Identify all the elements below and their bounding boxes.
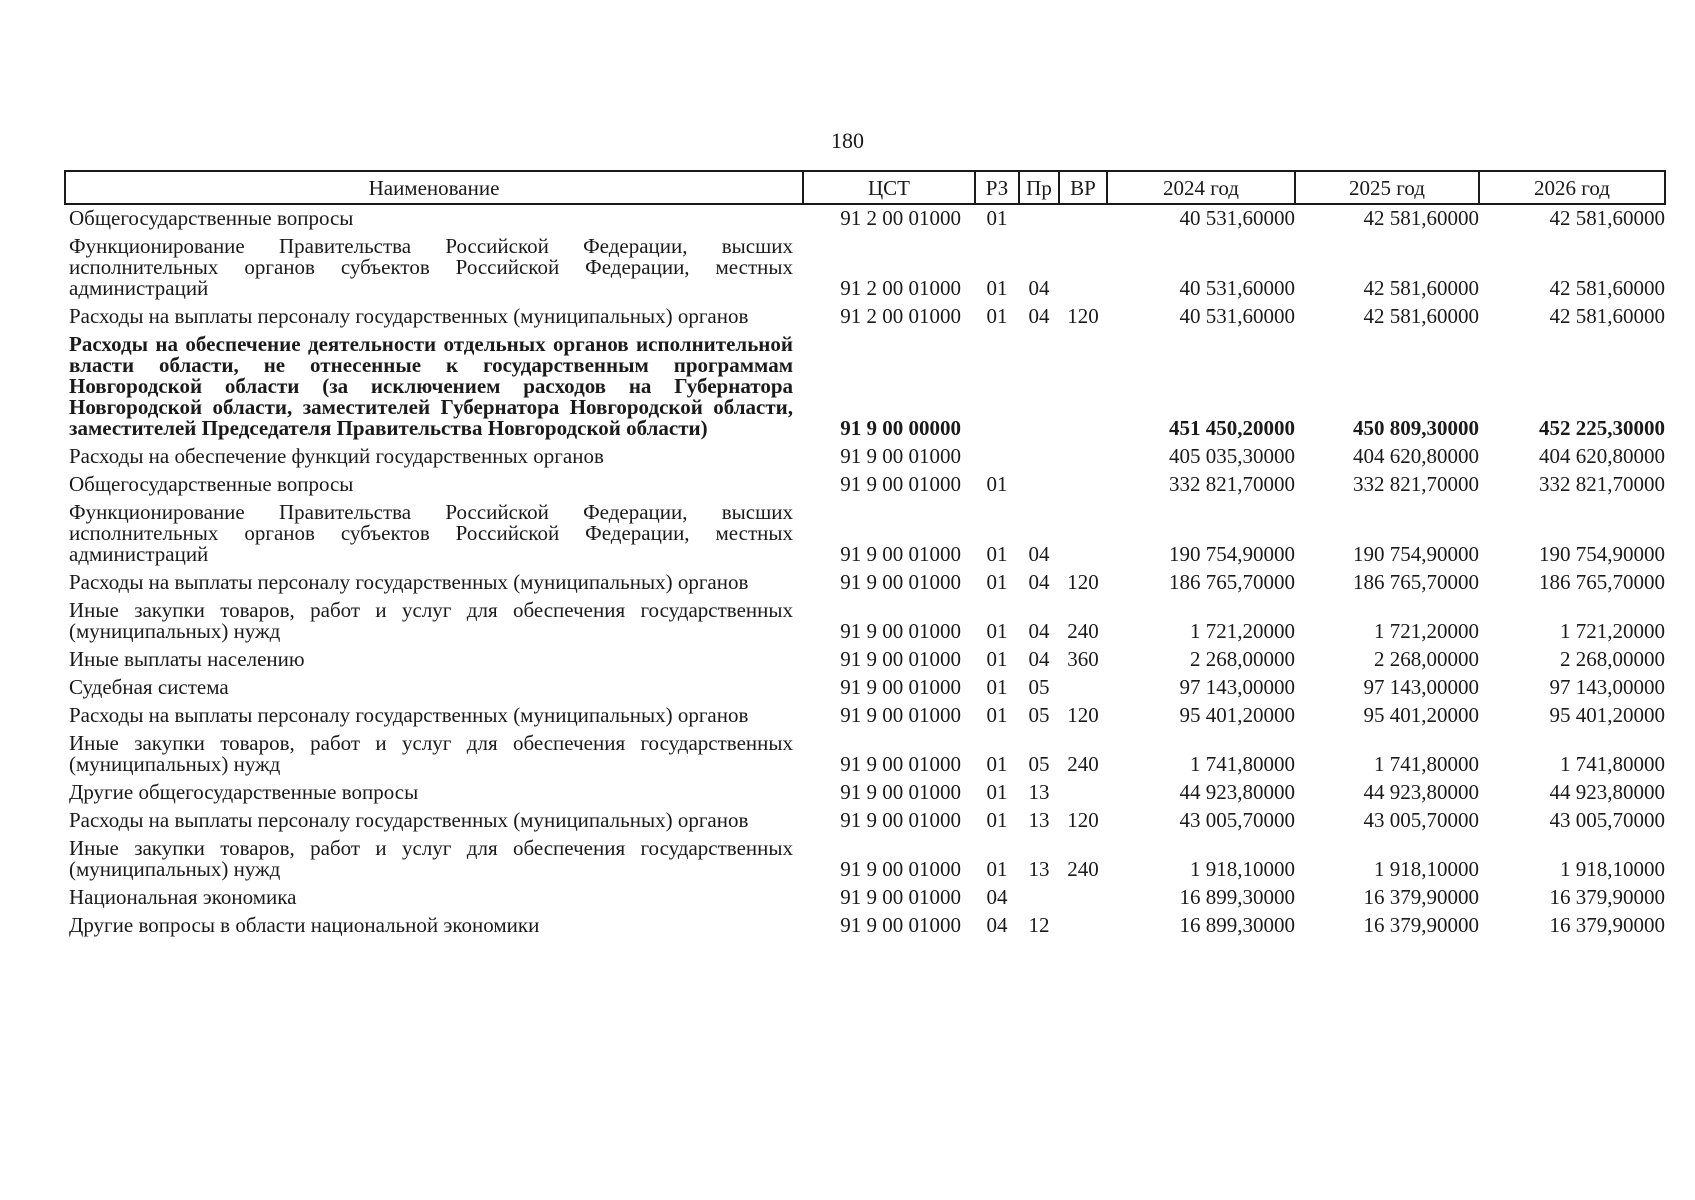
cell-cst: 91 9 00 01000 bbox=[840, 570, 961, 594]
cell-name: Иные закупки товаров, работ и услуг для обеспечения государственных (муниципальных) нужд bbox=[69, 836, 793, 881]
cell-cst: 91 9 00 01000 bbox=[840, 472, 961, 496]
table-row bbox=[65, 443, 1665, 471]
cell-2025: 42 581,60000 bbox=[1363, 206, 1479, 230]
cell-vr: 240 bbox=[1067, 619, 1099, 643]
cell-cst: 91 9 00 01000 bbox=[840, 752, 961, 776]
cell-2026: 1 721,20000 bbox=[1560, 619, 1665, 643]
cell-2024: 97 143,00000 bbox=[1179, 675, 1295, 699]
cell-rz: 01 bbox=[986, 808, 1008, 832]
cell-name: Расходы на обеспечение функций государственных органов bbox=[69, 444, 604, 468]
cell-2024: 2 268,00000 bbox=[1190, 647, 1295, 671]
cell-cst: 91 2 00 01000 bbox=[840, 206, 961, 230]
cell-2025: 1 918,10000 bbox=[1374, 857, 1479, 881]
table-row bbox=[65, 730, 1665, 779]
cell-pr bbox=[1019, 331, 1059, 443]
table-row bbox=[65, 233, 1665, 303]
cell-2024: 186 765,70000 bbox=[1169, 570, 1295, 594]
cell-2025: 450 809,30000 bbox=[1353, 416, 1479, 440]
cell-pr: 04 bbox=[1028, 276, 1050, 300]
cell-2025: 42 581,60000 bbox=[1363, 276, 1479, 300]
cell-2024: 16 899,30000 bbox=[1179, 913, 1295, 937]
cell-pr: 04 bbox=[1028, 304, 1050, 328]
cell-2024: 43 005,70000 bbox=[1179, 808, 1295, 832]
cell-cst: 91 2 00 01000 bbox=[840, 304, 961, 328]
cell-vr bbox=[1059, 884, 1107, 912]
cell-2026: 16 379,90000 bbox=[1549, 885, 1665, 909]
cell-cst: 91 9 00 01000 bbox=[840, 857, 961, 881]
table-row bbox=[65, 499, 1665, 569]
cell-vr bbox=[1059, 471, 1107, 499]
header-cst: ЦСТ bbox=[803, 171, 975, 204]
table-row bbox=[65, 303, 1665, 331]
cell-rz: 01 bbox=[986, 703, 1008, 727]
table-row bbox=[65, 674, 1665, 702]
cell-2026: 44 923,80000 bbox=[1549, 780, 1665, 804]
cell-2026: 452 225,30000 bbox=[1539, 416, 1665, 440]
cell-cst: 91 9 00 01000 bbox=[840, 675, 961, 699]
cell-rz: 01 bbox=[986, 472, 1008, 496]
cell-vr bbox=[1059, 204, 1107, 233]
cell-2025: 332 821,70000 bbox=[1353, 472, 1479, 496]
cell-pr: 05 bbox=[1028, 675, 1050, 699]
cell-name: Судебная система bbox=[69, 675, 229, 699]
cell-name: Иные закупки товаров, работ и услуг для обеспечения государственных (муниципальных) нужд bbox=[69, 731, 793, 776]
cell-2026: 186 765,70000 bbox=[1539, 570, 1665, 594]
cell-cst: 91 9 00 01000 bbox=[840, 913, 961, 937]
cell-pr: 05 bbox=[1028, 752, 1050, 776]
table-row bbox=[65, 884, 1665, 912]
cell-pr bbox=[1019, 884, 1059, 912]
cell-2025: 404 620,80000 bbox=[1353, 444, 1479, 468]
table-body bbox=[65, 204, 1665, 940]
cell-2025: 16 379,90000 bbox=[1363, 913, 1479, 937]
table-row bbox=[65, 331, 1665, 443]
cell-name: Национальная экономика bbox=[69, 885, 297, 909]
cell-rz: 01 bbox=[986, 206, 1008, 230]
table-row bbox=[65, 912, 1665, 940]
cell-2024: 451 450,20000 bbox=[1169, 416, 1295, 440]
cell-2026: 42 581,60000 bbox=[1549, 276, 1665, 300]
cell-cst: 91 9 00 01000 bbox=[840, 780, 961, 804]
cell-name: Расходы на выплаты персоналу государственных (муниципальных) органов bbox=[69, 808, 749, 832]
cell-2024: 332 821,70000 bbox=[1169, 472, 1295, 496]
table-header-row bbox=[65, 171, 1665, 204]
cell-name: Расходы на выплаты персоналу государственных (муниципальных) органов bbox=[69, 703, 749, 727]
cell-2024: 95 401,20000 bbox=[1179, 703, 1295, 727]
cell-2024: 1 918,10000 bbox=[1190, 857, 1295, 881]
cell-rz: 01 bbox=[986, 542, 1008, 566]
table-row bbox=[65, 835, 1665, 884]
cell-2024: 40 531,60000 bbox=[1179, 206, 1295, 230]
cell-name: Расходы на выплаты персоналу государственных (муниципальных) органов bbox=[69, 304, 749, 328]
cell-vr: 360 bbox=[1067, 647, 1099, 671]
cell-2025: 95 401,20000 bbox=[1363, 703, 1479, 727]
cell-vr: 240 bbox=[1067, 857, 1099, 881]
table-row bbox=[65, 569, 1665, 597]
cell-vr bbox=[1059, 233, 1107, 303]
cell-vr bbox=[1059, 912, 1107, 940]
cell-pr: 13 bbox=[1028, 857, 1050, 881]
cell-2026: 42 581,60000 bbox=[1549, 206, 1665, 230]
cell-cst: 91 9 00 01000 bbox=[840, 542, 961, 566]
cell-2026: 43 005,70000 bbox=[1549, 808, 1665, 832]
cell-cst: 91 9 00 01000 bbox=[840, 647, 961, 671]
table-row bbox=[65, 807, 1665, 835]
cell-2025: 44 923,80000 bbox=[1363, 780, 1479, 804]
cell-rz: 04 bbox=[986, 885, 1008, 909]
cell-2026: 2 268,00000 bbox=[1560, 647, 1665, 671]
cell-vr bbox=[1059, 499, 1107, 569]
cell-2025: 186 765,70000 bbox=[1353, 570, 1479, 594]
cell-2026: 97 143,00000 bbox=[1549, 675, 1665, 699]
cell-2025: 97 143,00000 bbox=[1363, 675, 1479, 699]
cell-rz: 01 bbox=[986, 304, 1008, 328]
cell-rz: 01 bbox=[986, 752, 1008, 776]
cell-rz: 01 bbox=[986, 857, 1008, 881]
cell-vr bbox=[1059, 331, 1107, 443]
cell-vr: 120 bbox=[1067, 304, 1099, 328]
cell-vr bbox=[1059, 674, 1107, 702]
cell-pr: 13 bbox=[1028, 780, 1050, 804]
header-2026: 2026 год bbox=[1479, 171, 1665, 204]
cell-name: Расходы на обеспечение деятельности отдельных органов исполнительной власти области, не отнесенные к государственным программам Новгородской области (за исключением расходов на Губернатора Новгородской области, заместителей Губернатора Новгородской области, заместителей Председателя Правительства Новгородской области) bbox=[69, 332, 793, 440]
cell-vr: 240 bbox=[1067, 752, 1099, 776]
cell-rz: 04 bbox=[986, 913, 1008, 937]
cell-pr: 13 bbox=[1028, 808, 1050, 832]
page-number: 180 bbox=[831, 128, 864, 153]
cell-2025: 16 379,90000 bbox=[1363, 885, 1479, 909]
cell-2024: 190 754,90000 bbox=[1169, 542, 1295, 566]
cell-rz: 01 bbox=[986, 675, 1008, 699]
header-pr: Пр bbox=[1019, 171, 1059, 204]
cell-2025: 190 754,90000 bbox=[1353, 542, 1479, 566]
cell-name: Другие вопросы в области национальной экономики bbox=[69, 913, 540, 937]
header-vr: ВР bbox=[1059, 171, 1107, 204]
cell-2026: 1 918,10000 bbox=[1560, 857, 1665, 881]
cell-cst: 91 9 00 01000 bbox=[840, 619, 961, 643]
cell-cst: 91 9 00 01000 bbox=[840, 703, 961, 727]
header-2025: 2025 год bbox=[1295, 171, 1479, 204]
cell-rz: 01 bbox=[986, 647, 1008, 671]
cell-2024: 1 741,80000 bbox=[1190, 752, 1295, 776]
budget-table bbox=[64, 170, 1666, 940]
cell-vr: 120 bbox=[1067, 808, 1099, 832]
cell-cst: 91 9 00 00000 bbox=[840, 416, 961, 440]
cell-rz: 01 bbox=[986, 619, 1008, 643]
header-name: Наименование bbox=[65, 171, 803, 204]
cell-pr bbox=[1019, 443, 1059, 471]
cell-name: Функционирование Правительства Российской Федерации, высших исполнительных органов субъектов Российской Федерации, местных администраций bbox=[69, 234, 793, 300]
cell-pr: 04 bbox=[1028, 570, 1050, 594]
table-row bbox=[65, 471, 1665, 499]
cell-2026: 95 401,20000 bbox=[1549, 703, 1665, 727]
cell-2024: 40 531,60000 bbox=[1179, 304, 1295, 328]
cell-rz: 01 bbox=[986, 570, 1008, 594]
cell-pr: 04 bbox=[1028, 619, 1050, 643]
cell-rz bbox=[975, 331, 1019, 443]
table-row bbox=[65, 597, 1665, 646]
cell-2025: 43 005,70000 bbox=[1363, 808, 1479, 832]
cell-2026: 332 821,70000 bbox=[1539, 472, 1665, 496]
cell-2024: 1 721,20000 bbox=[1190, 619, 1295, 643]
cell-rz bbox=[975, 443, 1019, 471]
cell-2024: 405 035,30000 bbox=[1169, 444, 1295, 468]
cell-name: Иные закупки товаров, работ и услуг для обеспечения государственных (муниципальных) нужд bbox=[69, 598, 793, 643]
cell-cst: 91 9 00 01000 bbox=[840, 444, 961, 468]
cell-pr: 04 bbox=[1028, 647, 1050, 671]
cell-pr bbox=[1019, 204, 1059, 233]
cell-2025: 1 741,80000 bbox=[1374, 752, 1479, 776]
cell-2026: 16 379,90000 bbox=[1549, 913, 1665, 937]
cell-pr: 12 bbox=[1028, 913, 1050, 937]
cell-vr bbox=[1059, 443, 1107, 471]
table-row bbox=[65, 702, 1665, 730]
cell-cst: 91 9 00 01000 bbox=[840, 885, 961, 909]
cell-2026: 1 741,80000 bbox=[1560, 752, 1665, 776]
cell-2025: 42 581,60000 bbox=[1363, 304, 1479, 328]
cell-2024: 44 923,80000 bbox=[1179, 780, 1295, 804]
cell-2026: 190 754,90000 bbox=[1539, 542, 1665, 566]
cell-cst: 91 2 00 01000 bbox=[840, 276, 961, 300]
cell-2026: 42 581,60000 bbox=[1549, 304, 1665, 328]
cell-vr: 120 bbox=[1067, 703, 1099, 727]
cell-pr bbox=[1019, 471, 1059, 499]
cell-name: Другие общегосударственные вопросы bbox=[69, 780, 419, 804]
cell-name: Иные выплаты населению bbox=[69, 647, 305, 671]
cell-rz: 01 bbox=[986, 276, 1008, 300]
cell-2024: 40 531,60000 bbox=[1179, 276, 1295, 300]
header-2024: 2024 год bbox=[1107, 171, 1295, 204]
cell-name: Функционирование Правительства Российской Федерации, высших исполнительных органов субъектов Российской Федерации, местных администраций bbox=[69, 500, 793, 566]
cell-2025: 1 721,20000 bbox=[1374, 619, 1479, 643]
header-rz: РЗ bbox=[975, 171, 1019, 204]
table-row bbox=[65, 646, 1665, 674]
cell-rz: 01 bbox=[986, 780, 1008, 804]
cell-pr: 05 bbox=[1028, 703, 1050, 727]
table-row bbox=[65, 204, 1665, 233]
cell-name: Расходы на выплаты персоналу государственных (муниципальных) органов bbox=[69, 570, 749, 594]
cell-cst: 91 9 00 01000 bbox=[840, 808, 961, 832]
cell-2024: 16 899,30000 bbox=[1179, 885, 1295, 909]
cell-pr: 04 bbox=[1028, 542, 1050, 566]
cell-vr: 120 bbox=[1067, 570, 1099, 594]
table-row bbox=[65, 779, 1665, 807]
cell-name: Общегосударственные вопросы bbox=[69, 472, 354, 496]
cell-vr bbox=[1059, 779, 1107, 807]
cell-2025: 2 268,00000 bbox=[1374, 647, 1479, 671]
cell-2026: 404 620,80000 bbox=[1539, 444, 1665, 468]
cell-name: Общегосударственные вопросы bbox=[69, 206, 354, 230]
